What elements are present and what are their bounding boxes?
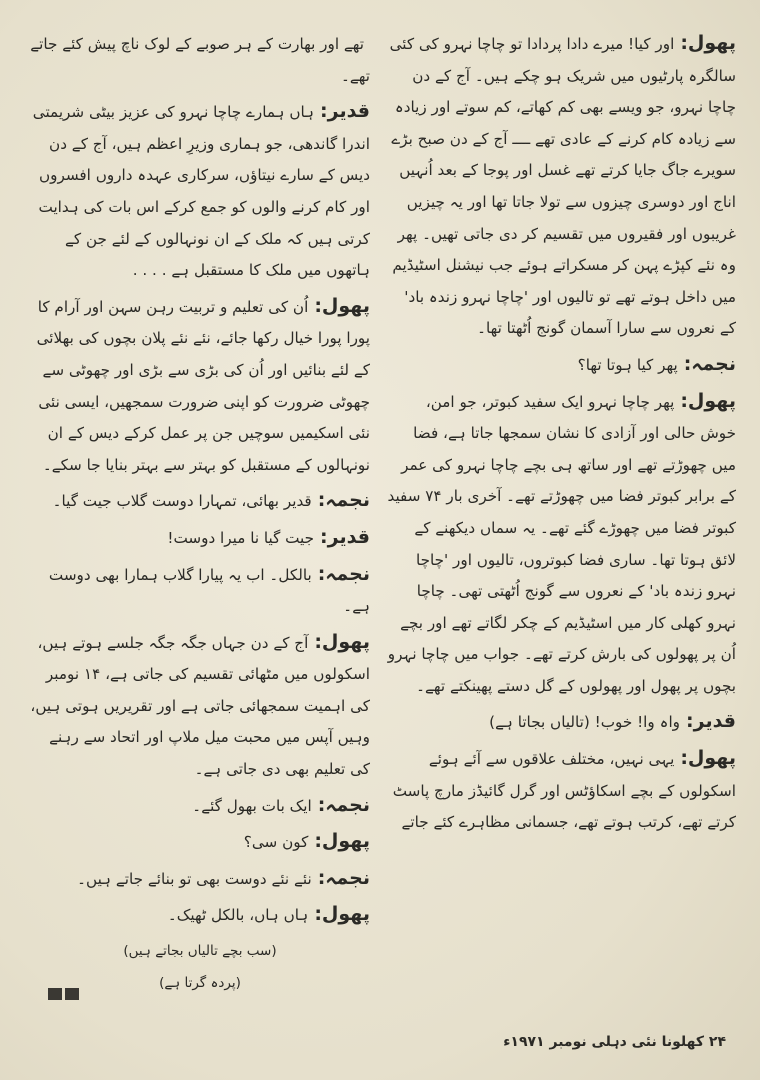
speaker-name: پھول: (680, 389, 736, 412)
dialogue-line (30, 96, 370, 287)
dialogue-line (30, 627, 370, 786)
dialogue-line (30, 559, 370, 623)
speaker-name: پھول: (314, 830, 370, 853)
dialogue-line (30, 485, 370, 518)
dialogue-text: پھر چاچا نہرو ایک سفید کبوتر، جو امن، خوش حالی اور آزادی کا نشان سمجھا جاتا ہے، فضا میں چھوڑتے تھے اور ساتھ ہی بچے چاچا نہرو کی عمر کے برابر کبوتر فضا میں چھوڑتے تھے۔ آخری بار ۷۴ سفید کبوتر فضا میں چھوڑے گئے تھے۔ یہ سماں دیکھنے کے لائق ہوتا تھا۔ ساری فضا کبوتروں، تالیوں اور 'چاچا نہرو زندہ باد' کے نعروں سے گونج اُٹھتی تھی۔ چاچا نہرو کھلی کار میں اسٹیڈیم کے چکر لگاتے تھے اور بچے اُن پر پھولوں کی بارش کرتے تھے۔ جواب میں چاچا نہرو بچوں پر پھول اور پھولوں کے گل دستے پھینکتے تھے۔ (387, 392, 736, 695)
speaker-name: نجمہ: (317, 489, 370, 512)
dialogue-text: جیت گیا نا میرا دوست! (167, 528, 315, 547)
speaker-name: پھول: (314, 903, 370, 926)
dialogue-text: اور کیا! میرے دادا پردادا تو چاچا نہرو کی کئی سالگرہ پارٹیوں میں شریک ہو چکے ہیں۔ آج کے دن چاچا نہرو، جو ویسے بھی کم کھاتے، کم سوتے اور زیادہ سے زیادہ کام کرنے کے عادی تھے ــــ آج کے دن صبح بڑے سویرے جاگ جایا کرتے تھے غسل اور پوجا کے بعد اُنہیں اناج اور دوسری چیزوں سے تولا جاتا تھا اور یہ چیزیں غریبوں اور فقیروں میں تقسیم کر دی جاتی تھیں۔ پھر وہ نئے کپڑے پہن کر مسکراتے ہوئے جب نیشنل اسٹیڈیم میں داخل ہوتے تھے تو تالیوں اور 'چاچا نہرو زندہ باد' کے نعروں سے سارا آسمان گونج اُٹھتا تھا۔ (389, 35, 736, 338)
dialogue-text: اُن کی تعلیم و تربیت رہن سہن اور آرام کا پورا پورا خیال رکھا جائے، نئے نئے پلان بچوں کی بھلائی کے لئے بنائیں اور اُن کی بڑی سے بڑی اور چھوٹی سے چھوٹی ضرورت کو اپنی ضرورت سمجھیں، ایسی نئی نئی اسکیمیں سوچیں جن پر عمل کرکے دیس کے ان نونہالوں کے مستقبل کو بہتر سے بہتر بنایا جا سکے۔ (36, 297, 370, 474)
dialogue-line (386, 28, 736, 345)
dialogue-line (386, 743, 736, 839)
dialogue-text: ہاں ہمارے چاچا نہرو کی عزیز بیٹی شریمتی اندرا گاندھی، جو ہماری وزیرِ اعظم ہیں، آج کے دن دیس کے سارے نیتاؤں، سرکاری عہدہ داروں افسروں اور کام کرنے والوں کو جمع کرکے اس بات کی ہدایت کرتی ہیں کہ ملک کے ان نونہالوں کے لئے جن کے ہاتھوں میں ملک کا مستقبل ہے . . . . (32, 103, 370, 280)
end-square-icon (48, 988, 62, 1000)
dialogue-text: نئے نئے دوست بھی تو بنائے جاتے ہیں۔ (77, 869, 312, 888)
end-marks (48, 988, 79, 1000)
speaker-name: قدیر: (320, 100, 370, 123)
speaker-name: نجمہ: (683, 352, 736, 375)
speaker-name: نجمہ: (317, 562, 370, 585)
end-square-icon (65, 988, 79, 1000)
dialogue-text: آج کے دن جہاں جگہ جگہ جلسے ہوتے ہیں، اسکولوں میں مٹھائی تقسیم کی جاتی ہے، ۱۴ نومبر کی اہمیت سمجھائی جاتی ہے اور تقریریں ہوتی ہیں، وہیں آپس میں محبت میل ملاپ اور اتحاد سے رہنے کی تعلیم بھی دی جاتی ہے۔ (30, 633, 370, 779)
page-footer: ۲۴ کھلونا نئی دہلی نومبر ۱۹۷۱ء (503, 1034, 726, 1050)
dialogue-text: واہ وا! خوب! (تالیاں بجاتا ہے) (489, 713, 681, 732)
dialogue-line (30, 790, 370, 823)
speaker-name: پھول: (680, 747, 736, 770)
dialogue-line (30, 28, 370, 92)
dialogue-text: کون سی؟ (243, 833, 309, 852)
dialogue-line (386, 349, 736, 382)
speaker-name: قدیر: (686, 710, 736, 733)
speaker-name: پھول: (314, 630, 370, 653)
speaker-name: پھول: (680, 32, 736, 54)
dialogue-text: ایک بات بھول گئے۔ (192, 796, 312, 815)
dialogue-text: بالکل۔ اب یہ پیارا گلاب ہمارا بھی دوست ہے۔ (48, 565, 370, 616)
dialogue-line (30, 826, 370, 859)
dialogue-line (30, 863, 370, 896)
dialogue-text: ہاں ہاں، بالکل ٹھیک۔ (167, 906, 309, 925)
dialogue-text: تھے اور بھارت کے ہر صوبے کے لوک ناچ پیش کئے جاتے تھے۔ (30, 35, 370, 85)
dialogue-line (30, 291, 370, 482)
dialogue-line (386, 386, 736, 703)
dialogue-line (30, 522, 370, 555)
dialogue-text: قدیر بھائی، تمہارا دوست گلاب جیت گیا۔ (52, 492, 312, 511)
dialogue-text: یہی نہیں، مختلف علاقوں سے آئے ہوئے اسکولوں کے بچے اسکاؤٹس اور گرل گائیڈز مارچ پاسٹ کرتے تھے، کرتب ہوتے تھے، جسمانی مظاہرے کئے جاتے (392, 750, 736, 832)
dialogue-line (386, 706, 736, 739)
stage-direction-curtain: (پردہ گرتا ہے) (159, 974, 241, 991)
speaker-name: پھول: (314, 294, 370, 317)
speaker-name: نجمہ: (317, 793, 370, 816)
left-column (30, 28, 370, 999)
speaker-name: قدیر: (320, 525, 370, 548)
dialogue-line (30, 899, 370, 932)
speaker-name: نجمہ: (317, 866, 370, 889)
stage-direction-applause: (سب بچے تالیاں بجاتے ہیں) (123, 943, 277, 960)
right-column (386, 28, 736, 843)
dialogue-text: پھر کیا ہوتا تھا؟ (577, 355, 678, 374)
